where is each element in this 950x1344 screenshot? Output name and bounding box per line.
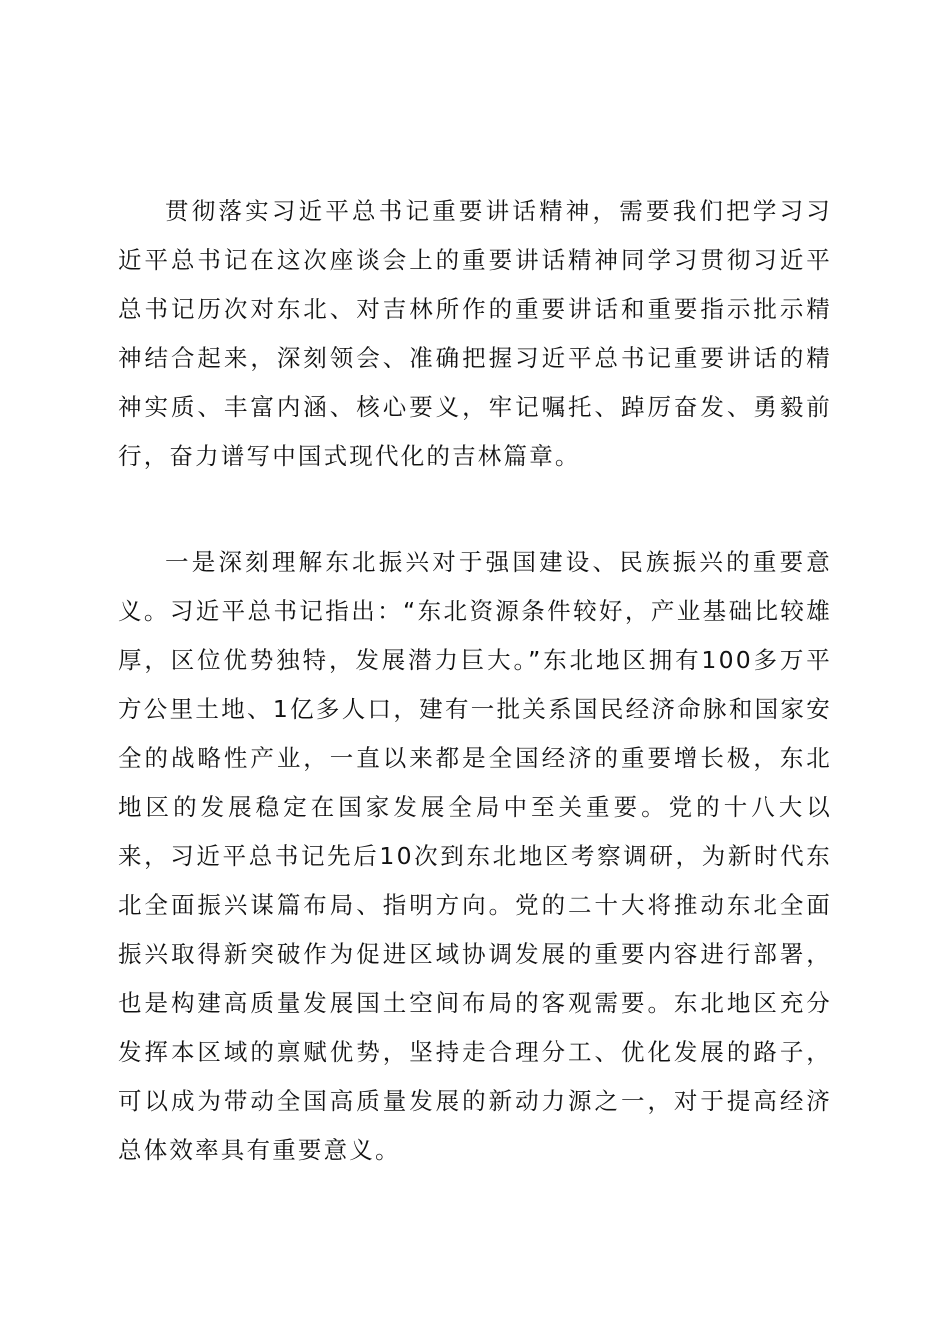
body-paragraph-1: 贯彻落实习近平总书记重要讲话精神，需要我们把学习习近平总书记在这次座谈会上的重要讲话精神同学习贯彻习近平总书记历次对东北、对吉林所作的重要讲话和重要指示批示精神结合起来，深刻领会、准确把握习近平总书记重要讲话的精神实质、丰富内涵、核心要义，牢记嘱托、踔厉奋发、勇毅前行，奋力谱写中国式现代化的吉林篇章。 xyxy=(118,197,832,470)
body-paragraph-2: 一是深刻理解东北振兴对于强国建设、民族振兴的重要意义。习近平总书记指出：“东北资源条件较好，产业基础比较雄厚，区位优势独特，发展潜力巨大。”东北地区拥有100多万平方公里土地、1亿多人口，建有一批关系国民经济命脉和国家安全的战略性产业，一直以来都是全国经济的重要增长极，东北地区的发展稳定在国家发展全局中至关重要。党的十八大以来，习近平总书记先后10次到东北地区考察调研，为新时代东北全面振兴谋篇布局、指明方向。党的二十大将推动东北全面振兴取得新突破作为促进区域协调发展的重要内容进行部署，也是构建高质量发展国土空间布局的客观需要。东北地区充分发挥本区域的禀赋优势，坚持走合理分工、优化发展的路子，可以成为带动全国高质量发展的新动力源之一，对于提高经济总体效率具有重要意义。 xyxy=(118,548,832,1164)
